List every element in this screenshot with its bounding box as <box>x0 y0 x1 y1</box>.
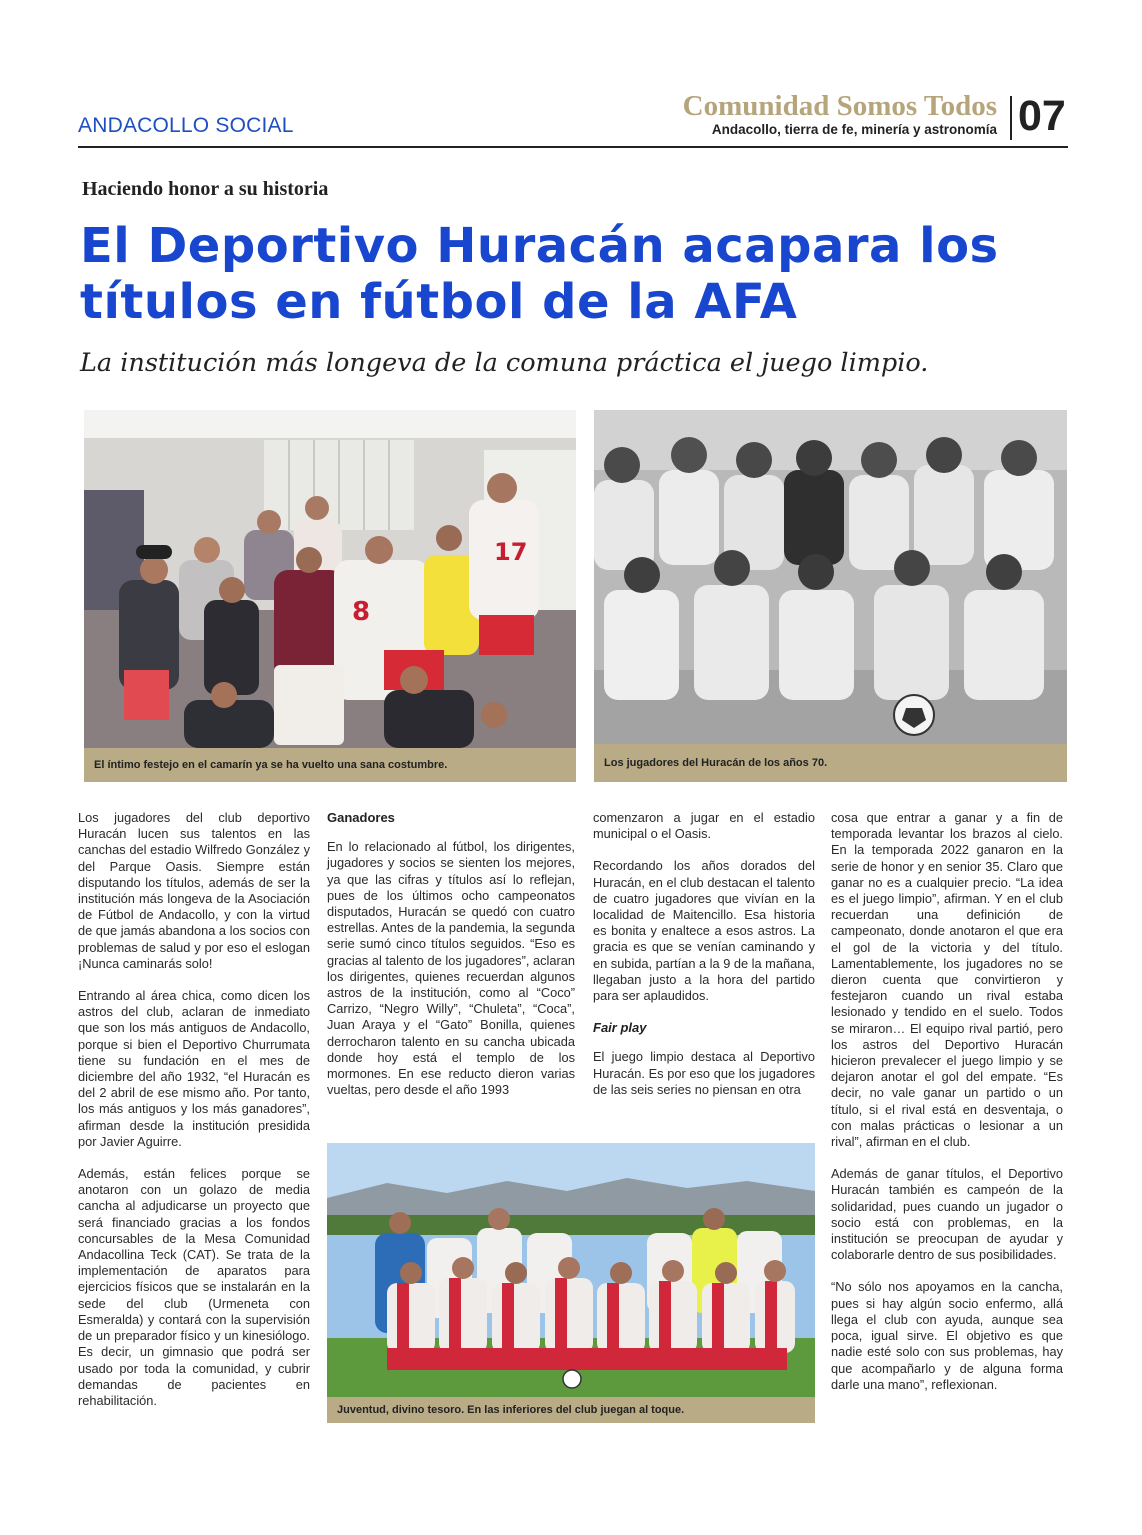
paragraph: comenzaron a jugar en el estadio municipal o el Oasis. <box>593 810 815 842</box>
article-column-4 <box>831 810 1063 1409</box>
paragraph: Entrando al área chica, como dicen los astros del club, aclaran de inmediato que son los más antiguos de Andacollo, porque si bien el Deportivo Churrumata tiene su fundación en el mes de diciembre del año 1932, “el Huracán es del 2 abril de ese mismo año. Por tanto, los más antiguos y los más ganadores”, afirman desde la institución presidida por Javier Aguirre. <box>78 988 310 1149</box>
svg-text:17: 17 <box>494 538 528 566</box>
paragraph: Además, están felices porque se anotaron con un golazo de media cancha al adjudicarse un proyecto que será financiado gracias a los fondos concursables de la Mesa Comunidad Andacollina Teck (CAT). Se trata de la implementación de aparatos para ejercicios físicos que se instalarán en la sede del club (Urmeneta con Esmeralda) y contará con la supervisión de un preparador físico y un kinesiólogo. Es decir, un gimnasio que podrá ser usado por toda la comunidad, y cubrir demandas de pacientes en rehabilitación. <box>78 1166 310 1408</box>
headline-line-1: El Deportivo Huracán acapara los <box>80 218 999 274</box>
locker-room-caption: El íntimo festejo en el camarín ya se ha vuelto una sana costumbre. <box>84 748 576 782</box>
page-number: 07 <box>1018 92 1066 140</box>
svg-text:8: 8 <box>352 597 371 627</box>
subheading-ganadores: Ganadores <box>327 810 395 825</box>
article-column-1 <box>78 810 310 1425</box>
paragraph: cosa que entrar a ganar y a fin de temporada levantar los brazos al cielo. En la temporada 2022 ganaron en la serie de honor y en senior 35. Claro que ganar no es a cualquier precio. “La idea es el juego limpio”, afirman. Y en el club recuerdan una definición de campeonato, donde anotaron el que era el gol de la victoria y del título. Lamentablemente, los jugadores no se dieron cuenta que convirtieron y festejaron cuando un rival estaba lesionado y tendido en el suelo. Todos se miraron… El equipo rival partió, pero los astros del Deportivo Huracán hicieron prevalecer el juego limpio y se dejaron anotar el gol del empate. “Es decir, no vale ganar un partido o un título, si el rival está en desventaja, o con malas prácticas o lesionar a un rival”, afirman en el club. <box>831 810 1063 1150</box>
masthead-divider <box>1010 96 1012 140</box>
youth-team-photo <box>327 1143 815 1397</box>
article-column-2 <box>327 810 575 1114</box>
seventies-team-caption: Los jugadores del Huracán de los años 70. <box>594 744 1067 782</box>
paragraph: Los jugadores del club deportivo Huracán lucen sus talentos en las canchas del estadio Wilfredo González y del Parque Oasis. Siempre están disputando los títulos, además de ser la institución más longeva de la Asociación de Fútbol de Andacollo, y con la virtud de que jamás abandona a los socios con problemas de salud y por eso el eslogan ¡Nunca caminarás solo! <box>78 810 310 971</box>
article-subhead: La institución más longeva de la comuna práctica el juego limpio. <box>80 348 929 378</box>
paragraph: Recordando los años dorados del Huracán, en el club destacan el talento de cuatro jugadores que vivían en la localidad de Maitencillo. Esa historia es bonita y enaltece a esos astros. La gracia es que se venían caminando y en subida, partían a la 9 de la mañana, llegaban justo a la hora del partido para ser aplaudidos. <box>593 858 815 1004</box>
paragraph: El juego limpio destaca al Deportivo Huracán. Es por eso que los jugadores de las seis series no piensan en otra <box>593 1049 815 1097</box>
paragraph: En lo relacionado al fútbol, los dirigentes, jugadores y socios se sienten los mejores, ya que las cifras y títulos así lo reflejan, pues de los últimos ocho campeonatos disputados, Huracán se quedó con cuatro estrellas. Antes de la pandemia, la segunda serie sumó cinco títulos seguidos. “Eso es gracias al talento de los jugadores”, aclaran los dirigentes, quienes recuerdan algunos astros de la institución, como al “Coco” Carrizo, “Negro Willy”, “Chuleta”, “Coca”, Juan Araya y el “Gato” Bonilla, quienes derrocharon talento en su cancha ubicada donde hoy está el templo de los mormones. En ese reducto dieron varias vueltas, pero desde el año 1993 <box>327 839 575 1098</box>
paragraph: Además de ganar títulos, el Deportivo Huracán también es campeón de la solidaridad, pues cuando un jugador o socio está con problemas, en la institución se preocupan de ayudar y colaborarle dentro de sus posibilidades. <box>831 1166 1063 1263</box>
locker-room-photo <box>84 410 576 748</box>
header-rule <box>78 146 1068 148</box>
seventies-team-photo <box>594 410 1067 744</box>
article-column-3 <box>593 810 815 1114</box>
subheading-fair-play: Fair play <box>593 1020 647 1036</box>
youth-team-caption: Juventud, divino tesoro. En las inferiores del club juegan al toque. <box>327 1397 815 1423</box>
headline-line-2: títulos en fútbol de la AFA <box>80 274 798 330</box>
article-headline <box>80 218 1080 330</box>
paragraph: “No sólo nos apoyamos en la cancha, pues si hay algún socio enfermo, allá llega el club con ayuda, aunque sea poca, igual sirve. El objetivo es que nadie esté solo con sus problemas, hay que acompañarlo y de alguna forma darle una mano”, reflexionan. <box>831 1279 1063 1392</box>
masthead-title: Comunidad Somos Todos <box>682 90 997 122</box>
section-label: ANDACOLLO SOCIAL <box>78 114 294 137</box>
masthead-tagline: Andacollo, tierra de fe, minería y astronomía <box>711 122 997 137</box>
article-kicker: Haciendo honor a su historia <box>82 178 329 200</box>
